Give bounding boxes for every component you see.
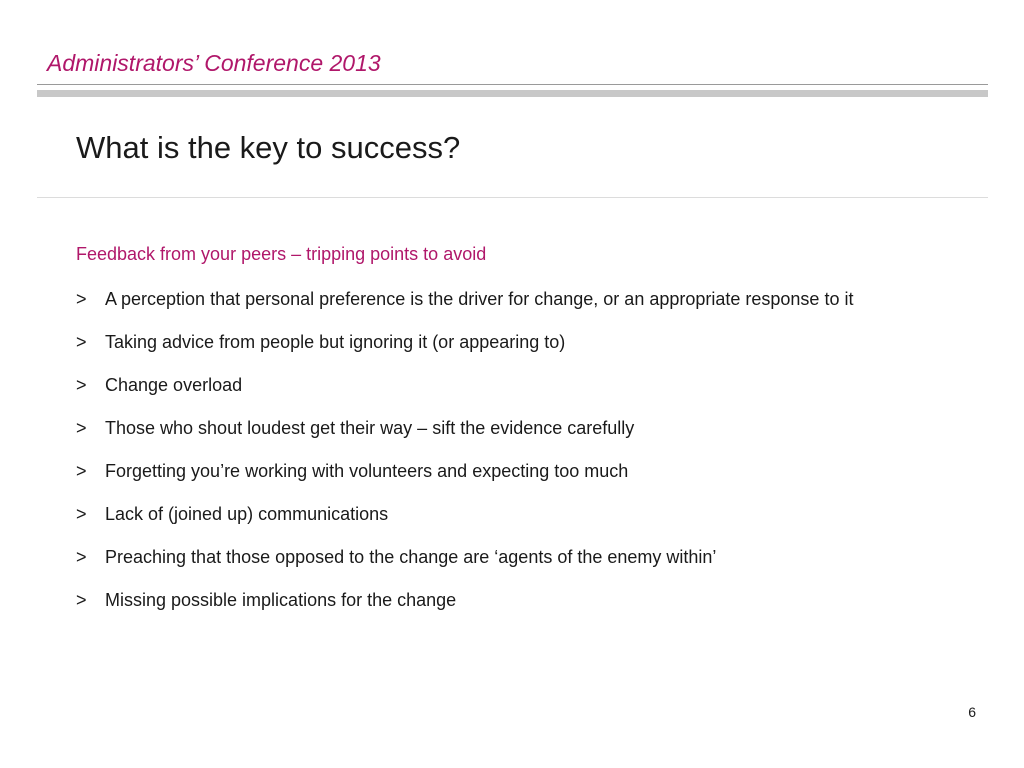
bullet-text: Taking advice from people but ignoring it (or appearing to) [105,332,566,352]
bullet-text: Those who shout loudest get their way – sift the evidence carefully [105,418,635,438]
bullet-item [76,459,976,484]
bullet-list [76,287,976,631]
slide-title: What is the key to success? [76,130,461,165]
bullet-text: Change overload [105,375,243,395]
slide-subheading: Feedback from your peers – tripping points to avoid [76,244,487,264]
bullet-item [76,588,976,613]
page-number: 6 [968,704,976,720]
bullet-item [76,502,976,527]
bullet-marker: > [76,289,87,309]
bullet-text: Forgetting you’re working with volunteers and expecting too much [105,461,629,481]
bullet-item [76,287,976,312]
bullet-marker: > [76,332,87,352]
header-divider-thick [37,90,988,97]
bullet-text: A perception that personal preference is the driver for change, or an appropriate response to it [105,289,854,309]
conference-title: Administrators’ Conference 2013 [47,50,381,76]
bullet-marker: > [76,461,87,481]
bullet-text: Missing possible implications for the change [105,590,457,610]
bullet-marker: > [76,375,87,395]
bullet-item [76,416,976,441]
bullet-text: Preaching that those opposed to the change are ‘agents of the enemy within’ [105,547,717,567]
bullet-item [76,330,976,355]
bullet-marker: > [76,504,87,524]
bullet-marker: > [76,547,87,567]
bullet-item [76,373,976,398]
bullet-marker: > [76,418,87,438]
bullet-marker: > [76,590,87,610]
title-divider [37,197,988,198]
header-divider-thin [37,84,988,85]
bullet-text: Lack of (joined up) communications [105,504,389,524]
bullet-item [76,545,976,570]
